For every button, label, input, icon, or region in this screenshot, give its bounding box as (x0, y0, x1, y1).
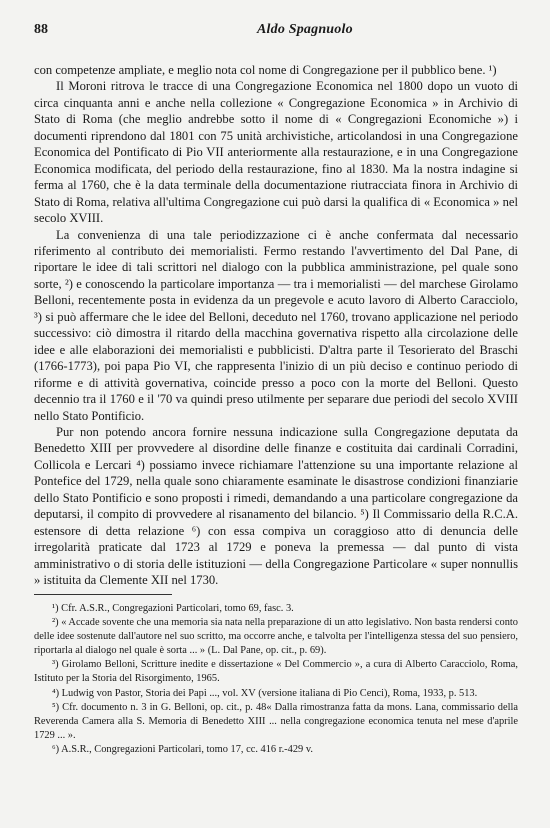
paragraph: Il Moroni ritrova le tracce di una Congregazione Economica nel 1800 dopo un vuoto di circa cinquanta anni e anche nella collezione « Congregazione Economica » in Archivio di Stato di Roma (che meglio andrebbe sotto il nome di « Congregazioni Economiche ») i documenti riprendono dal 1801 con 75 unità archivistiche, articolandosi in una Congregazione Economica del Pontificato di Pio VII anteriormente alla restaurazione, e in una Congregazione Economica modificata, del periodo della restaurazione, fino al 1830. Ma la nostra indagine si ferma al 1760, che è la data terminale della documentazione riutracciata finora in Archivio di Stato di Roma, relativa all'ultima Congregazione cui può darsi la qualifica di « Economica » nel secolo XVIII. (34, 79, 518, 226)
footnote: ⁴) Ludwig von Pastor, Storia dei Papi ..., vol. XV (versione italiana di Pio Cenci), Roma, 1933, p. 513. (52, 687, 478, 699)
footnote: ⁶) A.S.R., Congregazioni Particolari, tomo 17, cc. 416 r.-429 v. (52, 743, 313, 755)
running-head: Aldo Spagnuolo (257, 22, 353, 37)
footnote: ³) Girolamo Belloni, Scritture inedite e dissertazione « Del Commercio », a cura di Alberto Caracciolo, Roma, Istituto per la Storia del Risorgimento, 1965. (34, 659, 518, 685)
body-text (34, 62, 518, 589)
page-header (34, 22, 520, 42)
paragraph: con competenze ampliate, e meglio nota col nome di Congregazione per il pubblico bene. ¹) (34, 63, 497, 77)
footnote: ⁵) Cfr. documento n. 3 in G. Belloni, op. cit., p. 48« Dalla rimostranza fatta da mons. Lana, commissario della Reverenda Camera alla S. Memoria di Benedetto XIII ... nella congregazione economica tenuta nel mese d'aprile 1729 ... ». (34, 701, 518, 741)
footnote: ²) « Accade sovente che una memoria sia nata nella preparazione di un atto legislativo. Non basta rendersi conto delle idee sostenute dall'autore nel suo scritto, ma occorre anche, e talvolta per l'intelligenza stessa del suo pensiero, riportarla al dialogo nel quale è sorta ... » (L. Dal Pane, op. cit., p. 69). (34, 617, 518, 657)
paragraph: Pur non potendo ancora fornire nessuna indicazione sulla Congregazione deputata da Benedetto XIII per provvedere al disordine delle finanze e costituita dai cardinali Corradini, Collicola e Lercari ⁴) possiamo invece richiamare l'attenzione su una importante relazione al Pontefice del 1729, nella quale sono chiaramente esaminate le disastrose condizioni finanziarie dello Stato Pontificio e sono proposti i rimedi, demandando a una particolare congregazione da deputarsi, il compito di provvedere al risanamento del bilancio. ⁵) Il Commissario della R.C.A. estensore di detta relazione ⁶) con essa compiva un coraggioso atto di denuncia delle irregolarità praticate dal 1723 al 1729 e poneva la premessa — dal punto di vista amministrativo o di storia delle istituzioni — della Congregazione Particolare « super nonnullis » istituita da Clemente XII nel 1730. (34, 424, 518, 588)
paragraph: La convenienza di una tale periodizzazione ci è anche confermata dal necessario riferimento al contributo dei memorialisti. Fermo restando l'avvertimento del Dal Pane, di riportare le idee di tali scrittori nel dialogo con la pubblica amministrazione, pel quale sono sorte, ²) e conoscendo la particolare importanza — tra i memorialisti — del marchese Girolamo Belloni, recentemente posta in evidenza da un pregevole e acuto lavoro di Alberto Caracciolo, ³) si può affermare che le idee del Belloni, deceduto nel 1760, trovano applicazione nel periodo successivo: ciò dimostra il ritardo della macchina governativa rispetto alla circolazione delle idee e alle elaborazioni dei memorialisti e pubblicisti. D'altra parte il Tesorierato del Braschi (1766-1773), poi papa Pio VI, che rappresenta l'inizio di un più deciso e continuo periodo di riforme e di attività governativa, coincide presso a poco con la morte del Belloni. Questo decennio tra il 1760 e il '70 va quindi preso utilmente per separare due periodi del secolo XVIII nello Stato Pontificio. (34, 227, 518, 423)
footnote-divider (34, 594, 172, 595)
page-number: 88 (34, 22, 48, 37)
footnote: ¹) Cfr. A.S.R., Congregazioni Particolari, tomo 69, fasc. 3. (52, 603, 294, 614)
footnotes (34, 602, 518, 757)
